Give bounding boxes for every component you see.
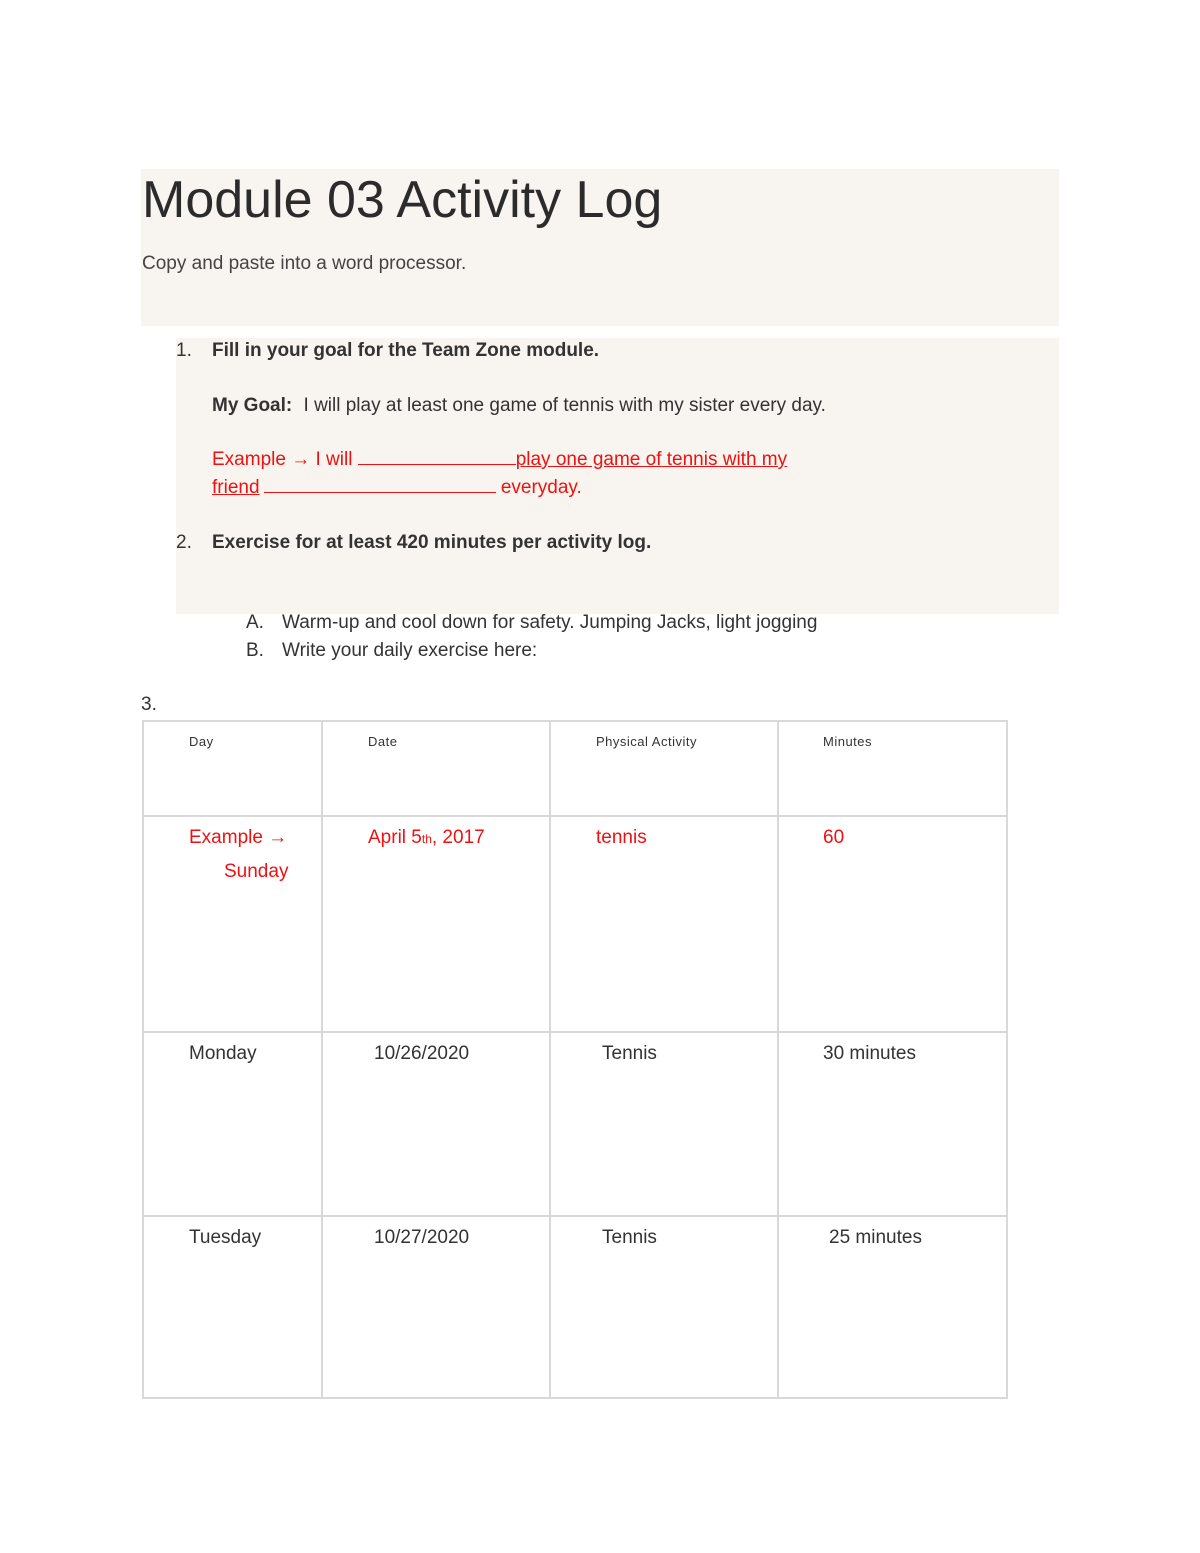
minutes-cell: 30 minutes <box>778 1032 1007 1216</box>
goal-text: I will play at least one game of tennis with my sister every day. <box>303 395 826 416</box>
table-header-row <box>143 721 1007 816</box>
goal-line <box>212 395 826 417</box>
item-1-heading: Fill in your goal for the Team Zone module. <box>212 340 600 361</box>
day-cell: Tuesday <box>143 1216 322 1398</box>
example-suffix: everyday. <box>500 477 582 498</box>
header-cell-date: Date <box>322 721 550 816</box>
example-blank-1 <box>358 448 516 465</box>
page-subtitle: Copy and paste into a word processor. <box>142 253 467 274</box>
item-2-number: 2. <box>176 532 192 553</box>
page-title: Module 03 Activity Log <box>142 171 663 229</box>
item-1-number: 1. <box>176 340 192 361</box>
item-3-number: 3. <box>141 694 157 715</box>
example-date-cell: April 5th, 2017 <box>322 816 550 1032</box>
example-minutes-cell: 60 <box>778 816 1007 1032</box>
item-2-heading: Exercise for at least 420 minutes per activity log. <box>212 532 652 553</box>
example-goal-line-1 <box>212 448 787 471</box>
sub-b-text: Write your daily exercise here: <box>282 640 538 661</box>
example-underlined-2: friend <box>212 477 260 498</box>
example-prefix: Example → I will <box>212 449 353 470</box>
example-blank-2 <box>264 476 496 493</box>
day-cell: Monday <box>143 1032 322 1216</box>
activity-cell: Tennis <box>550 1032 778 1216</box>
table-row <box>143 1216 1007 1398</box>
activity-cell: Tennis <box>550 1216 778 1398</box>
goal-label: My Goal: <box>212 395 293 416</box>
example-underlined-1: play one game of tennis with my <box>515 449 788 470</box>
sub-a-marker: A. <box>246 612 264 633</box>
example-activity-cell: tennis <box>550 816 778 1032</box>
minutes-cell: 25 minutes <box>778 1216 1007 1398</box>
example-day-cell: Example → Sunday <box>143 816 322 1032</box>
date-cell: 10/26/2020 <box>322 1032 550 1216</box>
header-cell-minutes: Minutes <box>778 721 1007 816</box>
example-goal-line-2 <box>212 476 582 499</box>
sub-a-text: Warm-up and cool down for safety. Jumping Jacks, light jogging <box>282 612 818 633</box>
activity-table <box>142 720 1008 1399</box>
sub-b-marker: B. <box>246 640 264 661</box>
header-cell-day: Day <box>143 721 322 816</box>
header-cell-activity: Physical Activity <box>550 721 778 816</box>
table-row <box>143 1032 1007 1216</box>
date-cell: 10/27/2020 <box>322 1216 550 1398</box>
table-row-example <box>143 816 1007 1032</box>
